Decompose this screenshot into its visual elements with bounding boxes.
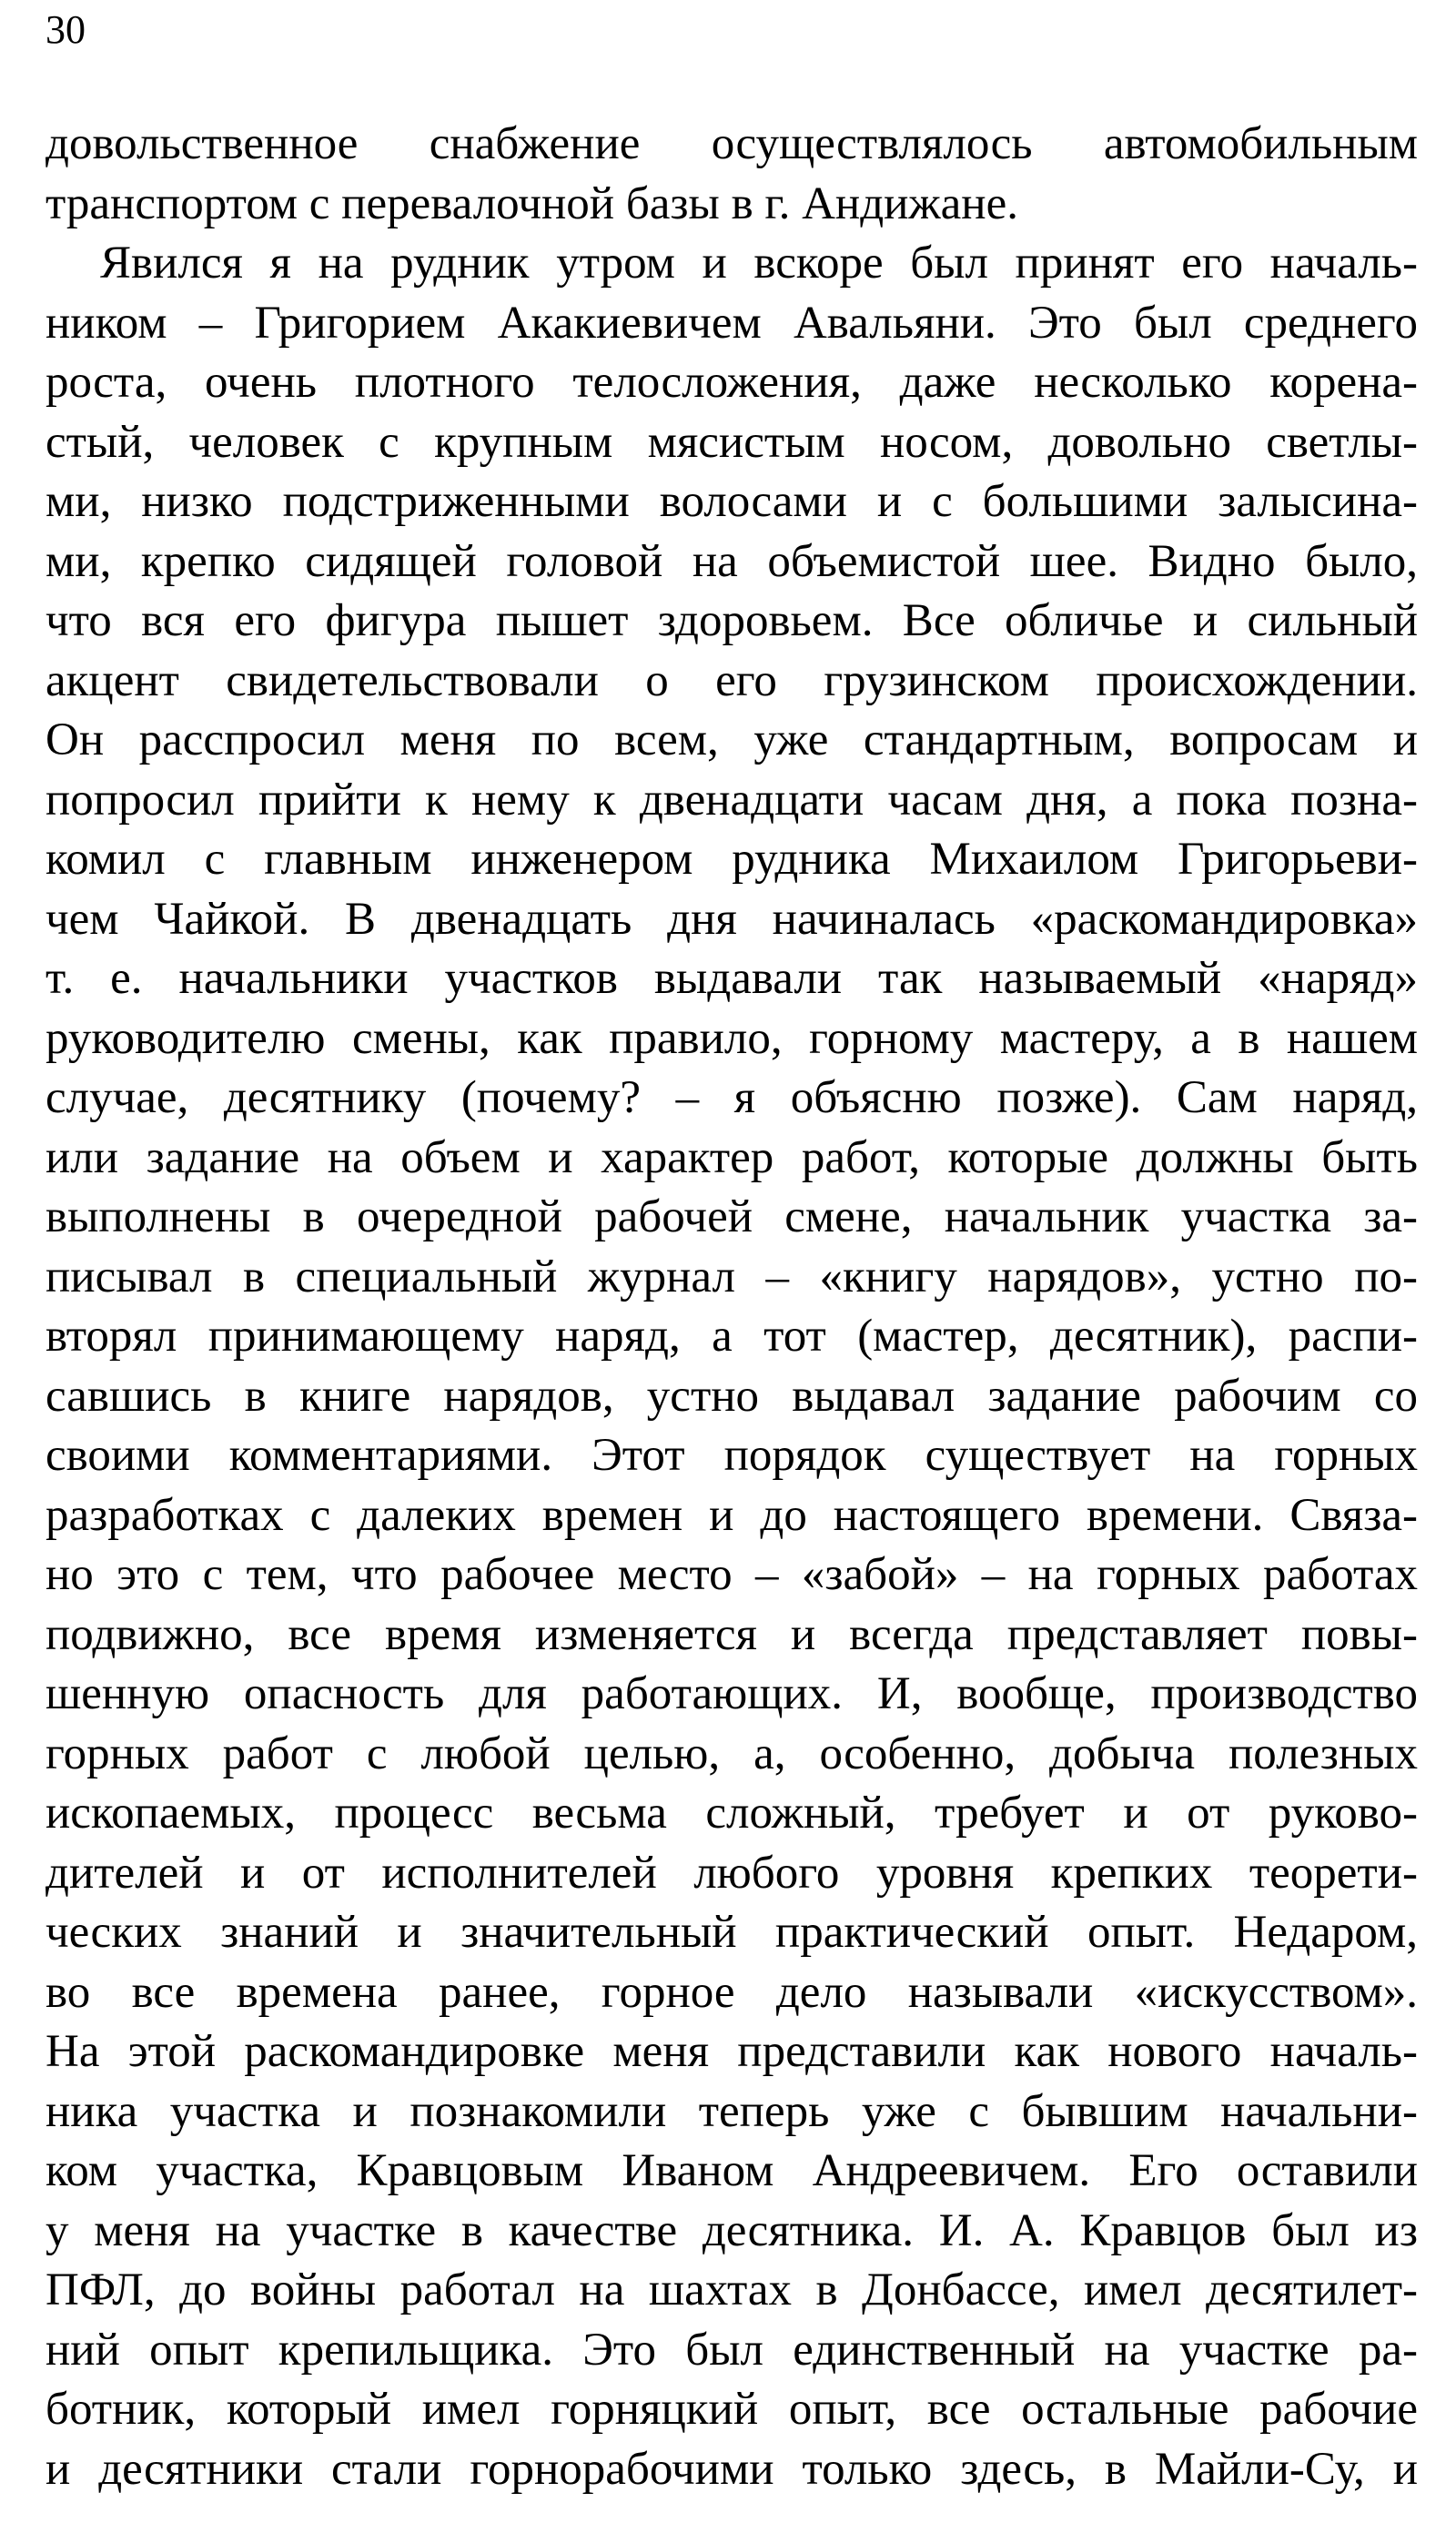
text-line: комил с главным инженером рудника Михаилом Григорьеви- (46, 834, 1418, 885)
text-line: На этой раскомандировке меня представили как нового началь- (46, 2026, 1418, 2077)
text-line: попросил прийти к нему к двенадцати часам дня, а пока позна- (46, 774, 1418, 826)
text-line: ний опыт крепильщика. Это был единственный на участке ра- (46, 2324, 1418, 2376)
text-line: ника участка и познакомили теперь уже с бывшим начальни- (46, 2085, 1418, 2137)
text-line: ческих знаний и значительный практический опыт. Недаром, (46, 1907, 1418, 1958)
text-line: разработках с далеких времен и до настоящего времени. Связа- (46, 1489, 1418, 1541)
text-line: во все времена ранее, горное дело называли «искусством». (46, 1966, 1418, 2018)
text-line: чем Чайкой. В двенадцать дня начиналась «раскомандировка» (46, 893, 1418, 945)
text-line: акцент свидетельствовали о его грузинском происхождении. (46, 654, 1418, 706)
text-line: ми, крепко сидящей головой на объемистой шее. Видно было, (46, 535, 1418, 587)
text-line: довольственное снабжение осуществлялось автомобильным (46, 118, 1418, 169)
body-text (46, 115, 1418, 2499)
text-line: ми, низко подстриженными волосами и с большими залысина- (46, 476, 1418, 527)
text-line: ископаемых, процесс весьма сложный, требует и от руково- (46, 1788, 1418, 1839)
text-line: случае, десятнику (почему? – я объясню позже). Сам наряд, (46, 1072, 1418, 1123)
text-line: дителей и от исполнителей любого уровня крепких теорети- (46, 1847, 1418, 1899)
text-line: Явился я на рудник утром и вскоре был принят его началь- (100, 238, 1418, 289)
text-line: подвижно, все время изменяется и всегда представляет повы- (46, 1608, 1418, 1660)
page-number: 30 (46, 7, 86, 52)
text-line: что вся его фигура пышет здоровьем. Все обличье и сильный (46, 595, 1418, 646)
text-line: своими комментариями. Этот порядок существует на горных (46, 1430, 1418, 1481)
text-line: руководителю смены, как правило, горному мастеру, а в нашем (46, 1012, 1418, 1064)
text-line: савшись в книге нарядов, устно выдавал задание рабочим со (46, 1370, 1418, 1422)
text-line: Он расспросил меня по всем, уже стандартным, вопросам и (46, 714, 1418, 765)
text-line: но это с тем, что рабочее место – «забой» – на горных работах (46, 1549, 1418, 1600)
text-line: выполнены в очередной рабочей смене, начальник участка за- (46, 1191, 1418, 1242)
text-line: горных работ с любой целью, а, особенно, добыча полезных (46, 1728, 1418, 1779)
text-line: роста, очень плотного телосложения, даже несколько корена- (46, 357, 1418, 408)
text-line: или задание на объем и характер работ, которые должны быть (46, 1131, 1418, 1183)
text-line: т. е. начальники участков выдавали так называемый «наряд» (46, 953, 1418, 1004)
text-line: стый, человек с крупным мясистым носом, довольно светлы- (46, 416, 1418, 468)
text-line: ником – Григорием Акакиевичем Авальяни. Это был среднего (46, 297, 1418, 349)
text-line: шенную опасность для работающих. И, вообще, производство (46, 1668, 1418, 1719)
text-line: ПФЛ, до войны работал на шахтах в Донбассе, имел десятилет- (46, 2265, 1418, 2315)
text-line: ботник, который имел горняцкий опыт, все остальные рабочие (46, 2384, 1418, 2435)
text-line: у меня на участке в качестве десятника. И. А. Кравцов был из (46, 2204, 1418, 2256)
text-line: ком участка, Кравцовым Иваном Андреевичем. Его оставили (46, 2145, 1418, 2196)
text-line: вторял принимающему наряд, а тот (мастер, десятник), распи- (46, 1311, 1418, 1362)
text-line: транспортом с перевалочной базы в г. Андижане. (46, 177, 1018, 229)
text-line: и десятники стали горнорабочими только здесь, в Майли-Су, и (46, 2443, 1418, 2495)
text-line: писывал в специальный журнал – «книгу нарядов», устно по- (46, 1251, 1418, 1302)
